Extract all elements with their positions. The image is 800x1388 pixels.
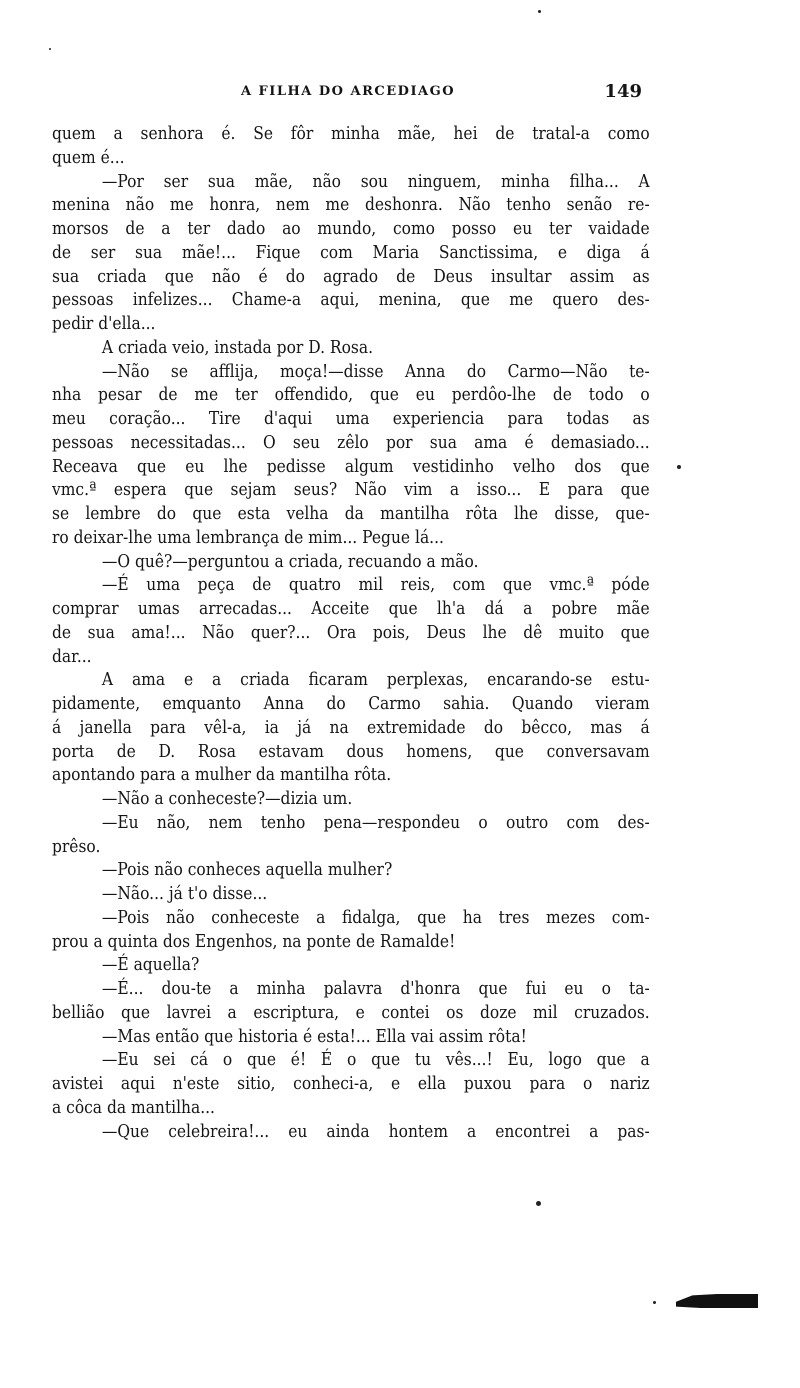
text-line: avistei aqui n'este sitio, conheci-a, e ella puxou para o nariz: [52, 1073, 650, 1094]
scan-speck: [677, 465, 681, 469]
scan-mark: [676, 1294, 758, 1308]
scan-speck: [49, 48, 51, 50]
text-line: —Mas então que historia é esta!... Ella vai assim rôta!: [101, 1025, 527, 1047]
text-line: A ama e a criada ficaram perplexas, encarando-se estu-: [101, 669, 650, 691]
page-number: 149: [604, 81, 642, 102]
text-line: meu coração... Tire d'aqui uma experiencia para todas as: [52, 408, 650, 429]
body-text: [52, 122, 650, 1143]
running-head: [52, 81, 652, 106]
text-line: nha pesar de me ter offendido, que eu perdôo-lhe de todo o: [52, 384, 650, 406]
text-line: menina não me honra, nem me deshonra. Não tenho senão re-: [52, 194, 650, 216]
text-line: morsos de a ter dado ao mundo, como posso eu ter vaidade: [52, 218, 650, 239]
text-line: sua criada que não é do agrado de Deus insultar assim as: [52, 265, 650, 287]
text-line: vmc.ª espera que sejam seus? Não vim a isso... E para que: [52, 479, 650, 501]
text-line: —Pois não conheceste a fidalga, que ha tres mezes com-: [101, 906, 650, 928]
text-line: bellião que lavrei a escriptura, e contei os doze mil cruzados.: [52, 1001, 650, 1023]
text-line: —Não se afflija, moça!—disse Anna do Carmo—Não te-: [101, 360, 650, 382]
text-line: —Não a conheceste?—dizia um.: [101, 788, 353, 809]
text-line: —Por ser sua mãe, não sou ninguem, minha filha... A: [101, 170, 650, 192]
text-line: —Não... já t'o disse...: [101, 883, 268, 904]
text-line: pessoas infelizes... Chame-a aqui, menina, que me quero des-: [52, 289, 650, 311]
text-line: de ser sua mãe!... Fique com Maria Sanctissima, e diga á: [52, 241, 650, 263]
text-line: Receava que eu lhe pedisse algum vestidinho velho dos que: [52, 455, 650, 477]
text-line: —Que celebreira!... eu ainda hontem a encontrei a pas-: [101, 1120, 650, 1142]
text-line: pidamente, emquanto Anna do Carmo sahia. Quando vieram: [52, 693, 650, 714]
running-title: A FILHA DO ARCEDIAGO: [240, 84, 456, 99]
text-line: dar...: [52, 645, 92, 667]
text-line: se lembre do que esta velha da mantilha rôta lhe disse, que-: [52, 503, 650, 524]
text-line: pessoas necessitadas... O seu zêlo por sua ama é demasiado...: [52, 431, 650, 453]
text-line: —Pois não conheces aquella mulher?: [101, 859, 393, 881]
text-line: —Eu não, nem tenho pena—respondeu o outro com des-: [101, 811, 650, 833]
text-line: a côca da mantilha...: [52, 1096, 215, 1118]
text-line: de sua ama!... Não quer?... Ora pois, Deus lhe dê muito que: [52, 621, 650, 643]
text-line: prou a quinta dos Engenhos, na ponte de Ramalde!: [52, 930, 456, 952]
text-line: A criada veio, instada por D. Rosa.: [101, 336, 374, 358]
text-line: pedir d'ella...: [52, 313, 156, 334]
scan-speck: [653, 1301, 656, 1304]
scan-speck: [538, 10, 541, 13]
text-line: —É aquella?: [101, 954, 200, 976]
text-line: porta de D. Rosa estavam dous homens, que conversavam: [52, 740, 650, 762]
text-line: —Eu sei cá o que é! É o que tu vês...! Eu, logo que a: [101, 1049, 650, 1071]
text-line: ro deixar-lhe uma lembrança de mim... Pegue lá...: [52, 526, 444, 548]
text-line: —O quê?—perguntou a criada, recuando a mão.: [101, 550, 479, 572]
text-line: comprar umas arrecadas... Acceite que lh'a dá a pobre mãe: [52, 598, 650, 619]
text-line: á janella para vêl-a, ia já na extremidade do bêcco, mas á: [52, 716, 650, 738]
text-line: quem a senhora é. Se fôr minha mãe, hei de tratal-a como: [52, 123, 650, 144]
text-line: apontando para a mulher da mantilha rôta.: [52, 764, 392, 786]
text-line: quem é...: [52, 146, 125, 168]
text-line: prêso.: [52, 835, 101, 857]
text-line: —É... dou-te a minha palavra d'honra que fui eu o ta-: [101, 978, 650, 999]
text-line: —É uma peça de quatro mil reis, com que vmc.ª póde: [101, 574, 650, 596]
scan-speck: [536, 1201, 541, 1206]
